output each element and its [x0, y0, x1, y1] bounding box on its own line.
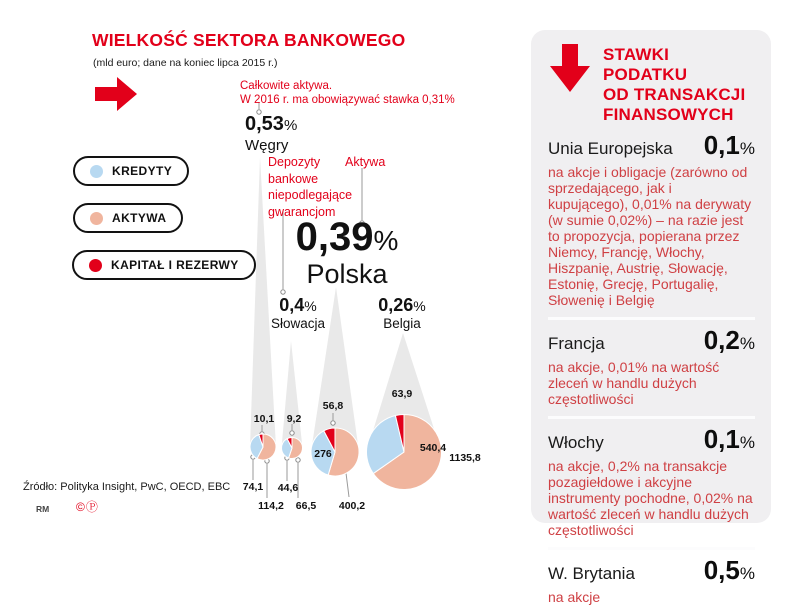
- legend-label: KAPITAŁ I REZERWY: [111, 258, 239, 272]
- section-name: Unia Europejska: [548, 139, 673, 158]
- page-subtitle: (mld euro; dane na koniec lipca 2015 r.): [93, 57, 278, 69]
- credit: RM: [36, 504, 50, 514]
- copyright-icons: ©Ⓟ: [76, 500, 99, 514]
- kapital-dot-icon: [89, 259, 102, 272]
- section-desc: na akcje, 0,2% na transakcje pozagiełdowe i akcyjne instrumenty pochodne, 0,02% na wartość zleceń w handlu dużych częstotliwości: [548, 458, 753, 538]
- value-belgium-kredyty: 540,4: [419, 442, 447, 454]
- slovakia-note: Depozyty bankowe niepodlegające gwarancjom: [268, 155, 353, 219]
- arrow-down-icon: [548, 44, 592, 92]
- legend-item-aktywa: [73, 203, 183, 233]
- arrow-right-icon: [95, 77, 137, 111]
- value-hungary-kapital: 10,1: [253, 413, 275, 425]
- country-name: Polska: [306, 259, 388, 289]
- value-poland-aktywa: 400,2: [338, 500, 366, 512]
- panel-title: STAWKI PODATKU OD TRANSAKCJI FINANSOWYCH: [603, 45, 746, 124]
- rate-hungary: 0,53% Węgry: [245, 113, 298, 154]
- value-poland-kapital: 56,8: [322, 400, 344, 412]
- poland-note: Aktywa: [345, 155, 386, 169]
- value-slovakia-kapital: 9,2: [286, 413, 302, 425]
- panel-header: [548, 44, 755, 125]
- section-desc: na akcje, 0,01% na wartość zleceń w handlu dużych częstotliwości: [548, 359, 720, 407]
- value-poland-kredyty: 276: [314, 448, 332, 460]
- page-title: WIELKOŚĆ SEKTORA BANKOWEGO: [92, 30, 406, 50]
- rate-slovakia: 0,4% Słowacja: [257, 296, 339, 331]
- value-hungary-aktywa: 114,2: [258, 500, 284, 512]
- section-desc: na akcje: [548, 589, 601, 605]
- value-belgium-aktywa: 1135,8: [449, 452, 481, 464]
- value-slovakia-kredyty: 44,6: [277, 482, 299, 494]
- country-name: Węgry: [245, 137, 289, 154]
- legend-label: AKTYWA: [112, 211, 167, 225]
- value-belgium-kapital: 63,9: [391, 388, 413, 400]
- kredyty-dot-icon: [90, 165, 103, 178]
- hungary-note: Całkowite aktywa. W 2016 r. ma obowiązywać stawka 0,31%: [240, 80, 455, 106]
- section-name: Francja: [548, 334, 605, 353]
- aktywa-dot-icon: [90, 212, 103, 225]
- legend-label: KREDYTY: [112, 164, 173, 178]
- value-hungary-kredyty: 74,1: [242, 481, 264, 493]
- section-italy: Włochy 0,1% na akcje, 0,2% na transakcje pozagiełdowe i akcyjne instrumenty pochodne, 0,02% na wartość zleceń w handlu dużych częstotliwości: [548, 416, 755, 547]
- source-line: Źródło: Polityka Insight, PwC, OECD, EBC: [23, 481, 231, 493]
- section-eu: Unia Europejska 0,1% na akcje i obligacje (zarówno od sprzedającego, jak i kupującego), 0,01% na derywaty (w sumie 0,02%) – na razie jest to propozycja, popierana przez Niemcy, Francję, Włochy, Hiszpanię, Austrię, Słowację, Estonię, Grecję, Portugalię, Słowenię i Belgię: [548, 130, 755, 308]
- value-slovakia-aktywa: 66,5: [295, 500, 317, 512]
- section-desc: na akcje i obligacje (zarówno od sprzedającego, jak i kupującego), 0,01% na derywaty (w sumie 0,02%) – na razie jest to propozycja, popierana przez Niemcy, Francję, Włochy, Hiszpanię, Austrię, Słowację, Estonię, Grecję, Portugalię, Słowenię i Belgię: [548, 164, 752, 308]
- rate-belgium: 0,26% Belgia: [360, 296, 444, 331]
- section-uk: W. Brytania 0,5% na akcje: [548, 547, 755, 614]
- section-france: Francja 0,2% na akcje, 0,01% na wartość zleceń w handlu dużych częstotliwości: [548, 317, 755, 416]
- section-name: W. Brytania: [548, 564, 635, 583]
- rate-poland: 0,39% Polska: [287, 218, 407, 288]
- section-name: Włochy: [548, 433, 604, 452]
- legend-item-kredyty: [73, 156, 189, 186]
- country-name: Belgia: [383, 316, 421, 331]
- legend-item-kapital: [72, 250, 256, 280]
- tax-rates-panel: [531, 30, 771, 605]
- country-name: Słowacja: [270, 316, 326, 331]
